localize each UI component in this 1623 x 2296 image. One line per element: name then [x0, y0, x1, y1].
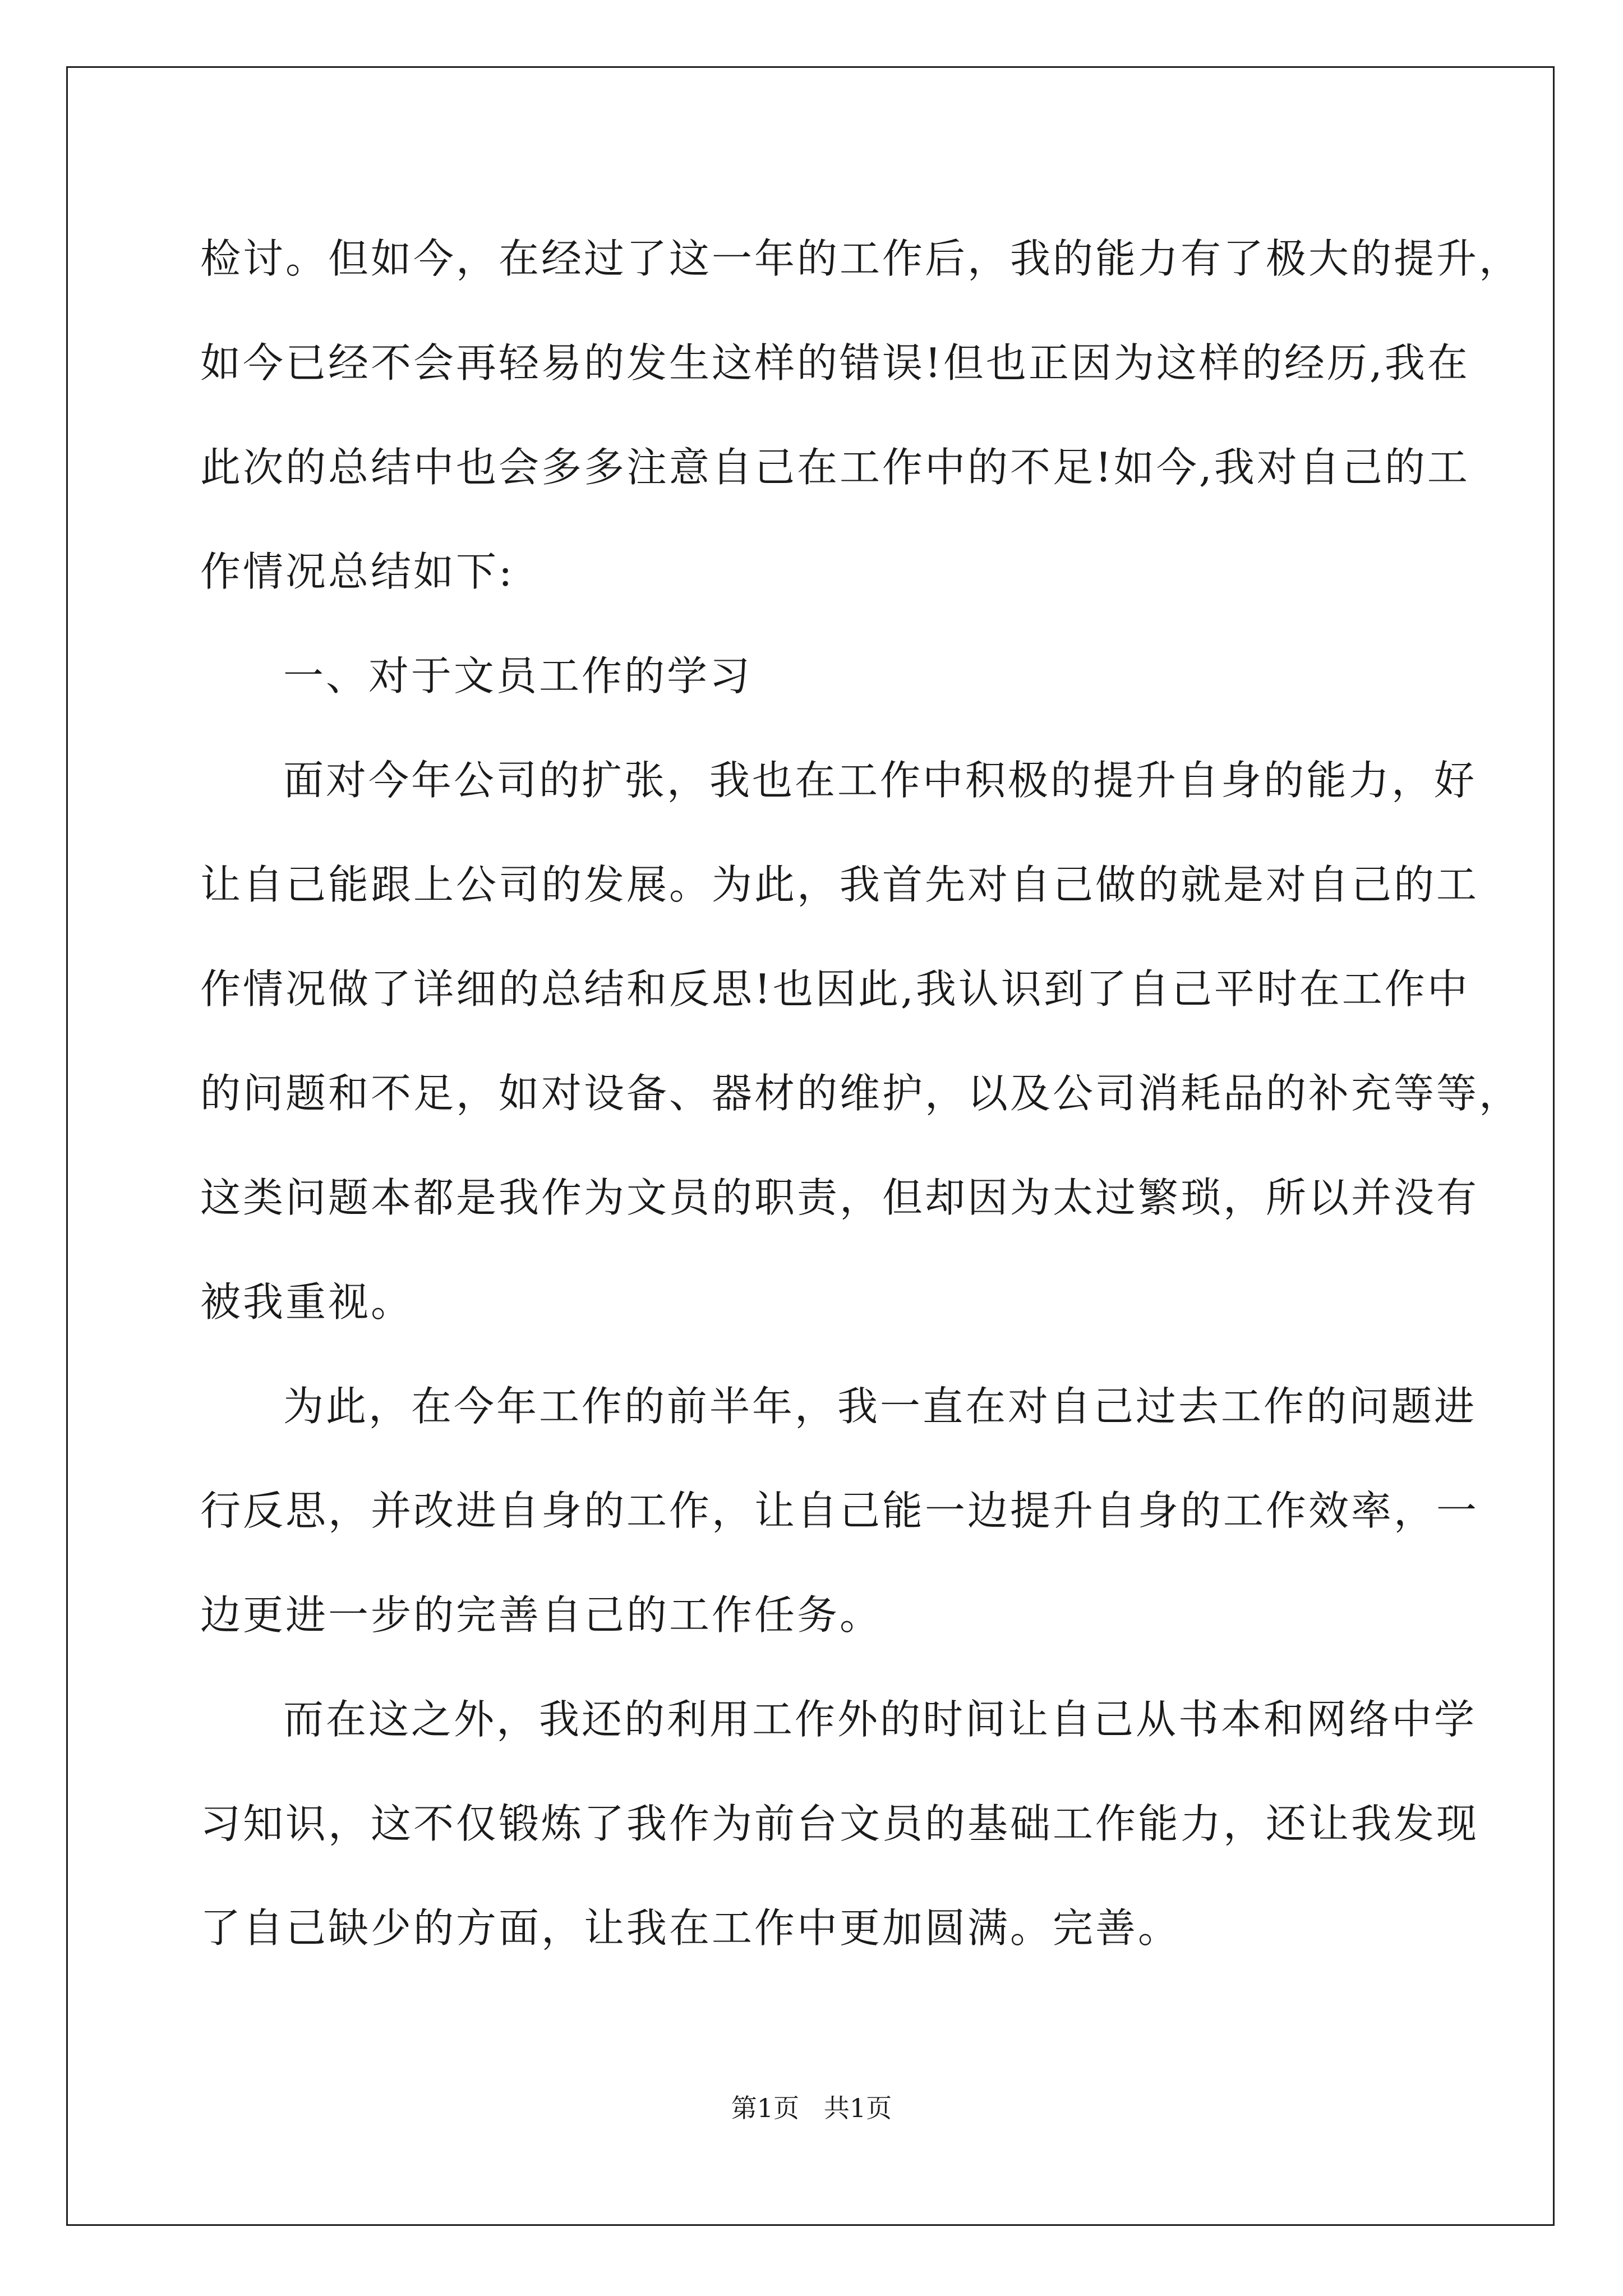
text-line: 作情况总结如下: [200, 548, 515, 595]
text-line: 作情况做了详细的总结和反思!也因此,我认识到了自己平时在工作中 [200, 965, 1470, 1013]
text-line: 边更进一步的完善自己的工作任务。 [200, 1591, 883, 1639]
text-line: 此次的总结中也会多多注意自己在工作中的不足!如今,我对自己的工 [200, 444, 1470, 491]
text-line: 面对今年公司的扩张，我也在工作中积极的提升自身的能力，好 [283, 757, 1477, 804]
text-line: 检讨。但如今，在经过了这一年的工作后，我的能力有了极大的提升， [200, 235, 1522, 282]
text-line: 行反思，并改进自身的工作，让自己能一边提升自身的工作效率，一 [200, 1487, 1479, 1534]
text-line: 让自己能跟上公司的发展。为此，我首先对自己做的就是对自己的工 [200, 861, 1479, 908]
section-heading: 一、对于文员工作的学习 [283, 652, 753, 700]
text-line: 习知识，这不仅锻炼了我作为前台文员的基础工作能力，还让我发现 [200, 1800, 1479, 1847]
text-line: 的问题和不足，如对设备、器材的维护，以及公司消耗品的补充等等， [200, 1070, 1522, 1117]
text-line: 了自己缺少的方面，让我在工作中更加圆满。完善。 [200, 1904, 1181, 1952]
text-line: 而在这之外，我还的利用工作外的时间让自己从书本和网络中学 [283, 1696, 1477, 1743]
text-line: 为此，在今年工作的前半年，我一直在对自己过去工作的问题进 [283, 1383, 1477, 1430]
document-body [200, 206, 1522, 1980]
page-number: 第1页 共1页 [731, 2093, 892, 2123]
text-line: 被我重视。 [200, 1278, 414, 1326]
text-line: 如今已经不会再轻易的发生这样的错误!但也正因为这样的经历,我在 [200, 339, 1470, 386]
text-line: 这类问题本都是我作为文员的职责，但却因为太过繁琐，所以并没有 [200, 1174, 1479, 1221]
